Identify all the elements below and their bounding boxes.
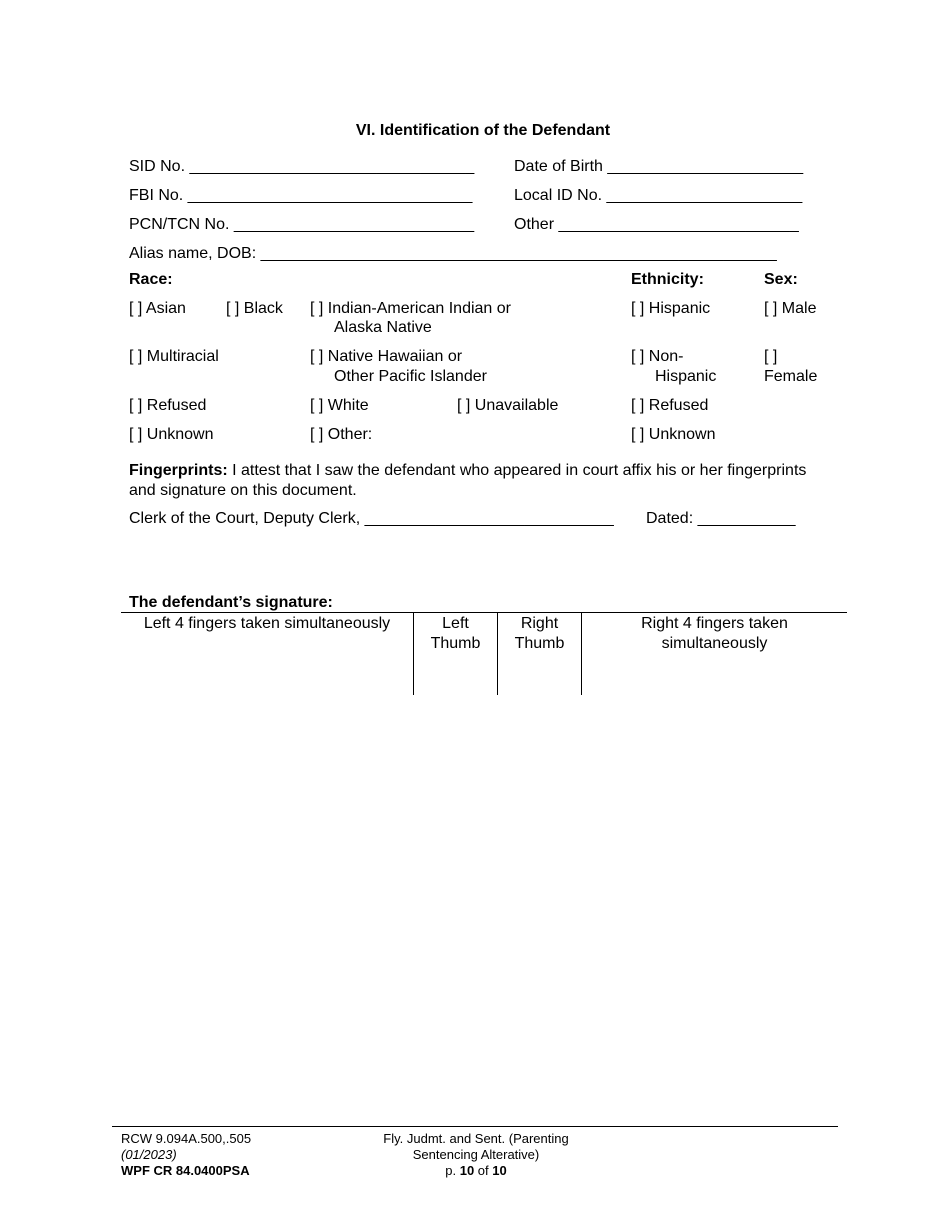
right-4-fingers-label-1: Right 4 fingers taken [641,615,788,632]
fingerprint-table [121,612,847,696]
local-id-field[interactable]: Local ID No. ______________________ [514,187,803,204]
ethnicity-non-hispanic-checkbox[interactable]: [ ] Non- [631,348,684,365]
right-4-fingers-label-2: simultaneously [661,635,768,652]
clerk-signature-field[interactable]: Clerk of the Court, Deputy Clerk, ____________________________ [129,510,614,527]
race-multiracial-checkbox[interactable]: [ ] Multiracial [129,348,219,365]
left-thumb-cell[interactable] [414,613,498,695]
race-white-checkbox[interactable]: [ ] White [310,397,369,414]
right-thumb-label-2: Thumb [514,635,565,652]
ethnicity-non-hispanic-label-cont: Hispanic [655,368,717,385]
race-indian-checkbox[interactable]: [ ] Indian-American Indian or [310,300,511,317]
sex-male-checkbox[interactable]: [ ] Male [764,300,817,317]
ethnicity-header: Ethnicity: [631,271,704,288]
pcn-field[interactable]: PCN/TCN No. ___________________________ [129,216,475,233]
page-total: 10 [492,1163,507,1178]
race-hawaiian-checkbox[interactable]: [ ] Native Hawaiian or [310,348,463,365]
race-other-checkbox[interactable]: [ ] Other: [310,426,373,443]
ethnicity-unknown-checkbox[interactable]: [ ] Unknown [631,426,716,443]
race-hawaiian-label-cont: Other Pacific Islander [334,368,487,385]
left-thumb-label-2: Thumb [430,635,481,652]
right-thumb-label-1: Right [520,615,559,632]
page-current: 10 [459,1163,475,1178]
race-black-checkbox[interactable]: [ ] Black [226,300,283,317]
footer-page-number [356,1163,596,1178]
footer-title-2: Sentencing Alterative) [412,1147,540,1162]
race-asian-checkbox[interactable]: [ ] Asian [129,300,186,317]
page-of: of [474,1163,493,1178]
footer-form-number: WPF CR 84.0400PSA [121,1163,250,1178]
fingerprints-text: I attest that I saw the defendant who appeared in court affix his or her fingerprints and signature on this document. [129,462,807,499]
left-4-fingers-label: Left 4 fingers taken simultaneously [143,615,391,632]
sex-female-label: Female [764,368,818,385]
left-thumb-label-1: Left [442,615,469,632]
race-indian-label-cont: Alaska Native [334,319,432,336]
right-thumb-cell[interactable] [498,613,582,695]
fingerprints-label: Fingerprints: [129,462,228,479]
sid-field[interactable]: SID No. ________________________________ [129,158,475,175]
sex-header: Sex: [764,271,798,288]
left-4-fingers-cell[interactable] [121,613,414,695]
race-refused-checkbox[interactable]: [ ] Refused [129,397,207,414]
sex-female-checkbox[interactable]: [ ] [764,348,778,365]
footer-date: (01/2023) [121,1147,177,1162]
dob-field[interactable]: Date of Birth ______________________ [514,158,804,175]
footer-divider [112,1126,838,1127]
ethnicity-refused-checkbox[interactable]: [ ] Refused [631,397,709,414]
footer-rcw: RCW 9.094A.500,.505 [121,1131,252,1146]
defendant-signature-label: The defendant’s signature: [129,594,333,611]
dated-field[interactable]: Dated: ___________ [646,510,796,527]
race-header: Race: [129,271,173,288]
page-prefix: p. [445,1163,460,1178]
footer-title-1: Fly. Judmt. and Sent. (Parenting [383,1131,569,1146]
right-4-fingers-cell[interactable] [582,613,847,695]
section-title: VI. Identification of the Defendant [355,122,611,139]
race-unavailable-checkbox[interactable]: [ ] Unavailable [457,397,559,414]
fbi-field[interactable]: FBI No. ________________________________ [129,187,473,204]
other-field[interactable]: Other ___________________________ [514,216,799,233]
fingerprints-attestation [129,461,809,501]
alias-field[interactable]: Alias name, DOB: __________________________________________________________ [129,245,777,262]
race-unknown-checkbox[interactable]: [ ] Unknown [129,426,214,443]
ethnicity-hispanic-checkbox[interactable]: [ ] Hispanic [631,300,711,317]
